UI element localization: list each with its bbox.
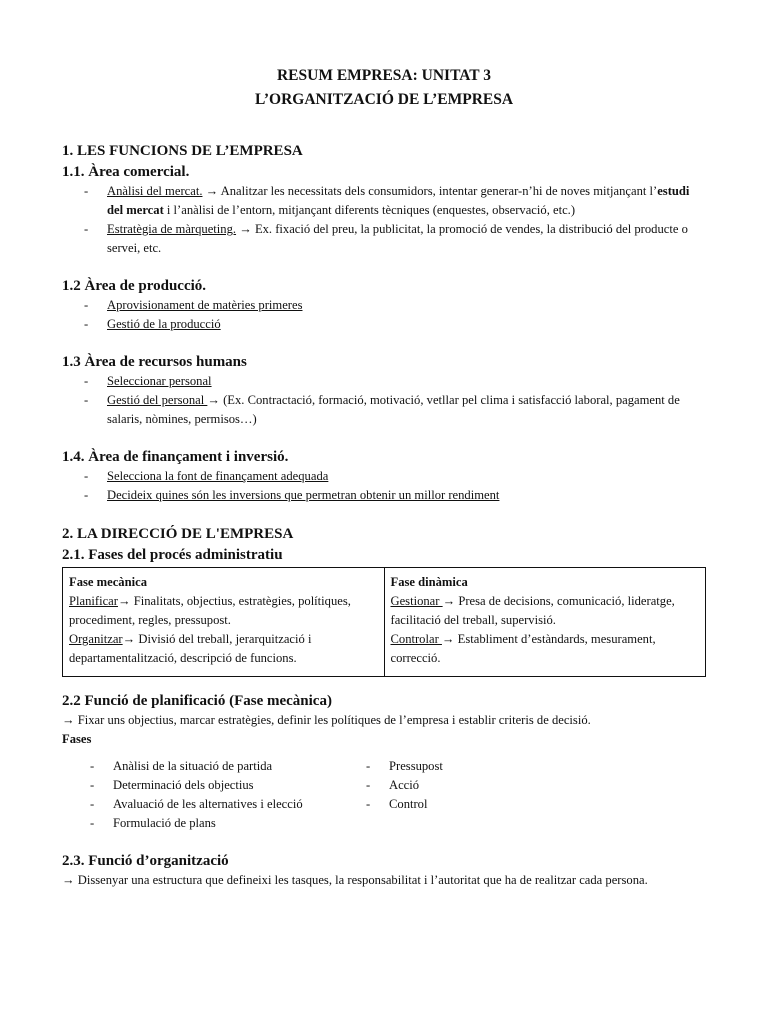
- section-1-1-list: [62, 182, 706, 258]
- list-item: - Avaluació de les alternatives i elecció: [90, 795, 338, 814]
- list-item: - Control: [366, 795, 538, 814]
- planificar-term: Planificar: [69, 594, 118, 608]
- fase-mecanica-cell: Fase mecànica Planificar→ Finalitats, objectius, estratègies, polítiques, procediment, regles, pressupost. Organitzar→ Divisió del treball, jerarquització i departamentalització, descripció de funcions.: [63, 568, 385, 677]
- list-item: - Estratègia de màrqueting. → Ex. fixació del preu, la publicitat, la promoció de vendes, la distribució del producte o servei, etc.: [84, 220, 706, 258]
- section-2-3-intro: → Dissenyar una estructura que defineixi les tasques, la responsabilitat i l’autoritat que ha de realitzar cada persona.: [62, 873, 648, 887]
- organitzar-term: Organitzar: [69, 632, 123, 646]
- gestionar-term: Gestionar: [390, 594, 443, 608]
- title-line-2: L’ORGANITZACIÓ DE L’EMPRESA: [254, 91, 514, 108]
- section-1-4-heading: 1.4. Àrea de finançament i inversió.: [62, 449, 289, 465]
- list-item: - Anàlisi del mercat. → Analitzar les necessitats dels consumidors, intentar generar-n’hi de noves mitjançant l’estudi del mercat i l’anàlisi de l’entorn, mitjançant diferents tècniques (enquestes, observació, etc.): [84, 182, 706, 220]
- section-2-2-intro: → Fixar uns objectius, marcar estratègies, definir les polítiques de l’empresa i establir criteris de decisió.: [62, 713, 591, 727]
- list-item: - Seleccionar personal: [84, 372, 706, 391]
- estrategia-marqueting-term: Estratègia de màrqueting.: [107, 222, 237, 236]
- phases-table: [62, 567, 706, 677]
- list-item: - Anàlisi de la situació de partida: [90, 757, 338, 776]
- list-item: - Gestió de la producció: [84, 315, 706, 334]
- list-item: - Selecciona la font de finançament adequada: [84, 467, 706, 486]
- fase-dinamica-cell: Fase dinàmica Gestionar → Presa de decisions, comunicació, lideratge, facilitació del treball, supervisió. Controlar → Establiment d’estàndards, mesurament, correcció.: [384, 568, 706, 677]
- fases-list-1: [62, 757, 338, 833]
- list-item: - Decideix quines són les inversions que permetran obtenir un millor rendiment: [84, 486, 706, 505]
- list-item: - Determinació dels objectius: [90, 776, 338, 795]
- fases-list-2: [338, 757, 538, 814]
- section-2-heading: 2. LA DIRECCIÓ DE L'EMPRESA: [62, 526, 294, 542]
- document-title: [62, 64, 706, 112]
- section-1-3-heading: 1.3 Àrea de recursos humans: [62, 354, 247, 370]
- list-item: - Aprovisionament de matèries primeres: [84, 296, 706, 315]
- section-1-2-heading: 1.2 Àrea de producció.: [62, 278, 207, 294]
- title-line-1: RESUM EMPRESA: UNITAT 3: [276, 67, 491, 84]
- fases-columns: [62, 757, 706, 833]
- section-1-4-list: [62, 467, 706, 505]
- list-item: - Formulació de plans: [90, 814, 338, 833]
- analisi-mercat-term: Anàlisi del mercat.: [107, 184, 203, 198]
- section-1-heading: 1. LES FUNCIONS DE L’EMPRESA: [62, 143, 303, 159]
- fase-dinamica-title: Fase dinàmica: [390, 575, 468, 589]
- controlar-term: Controlar: [390, 632, 442, 646]
- section-2-3-heading: 2.3. Funció d’organització: [62, 853, 229, 869]
- section-1-2-list: [62, 296, 706, 334]
- section-1-3-list: [62, 372, 706, 429]
- section-1-1-heading: 1.1. Àrea comercial.: [62, 164, 190, 180]
- section-2-1-heading: 2.1. Fases del procés administratiu: [62, 547, 283, 563]
- list-item: - Acció: [366, 776, 538, 795]
- list-item: - Pressupost: [366, 757, 538, 776]
- section-2-2-heading: 2.2 Funció de planificació (Fase mecànica): [62, 693, 332, 709]
- fases-label: Fases: [62, 732, 92, 746]
- list-item: - Gestió del personal → (Ex. Contractació, formació, motivació, vetllar pel clima i satisfacció laboral, pagament de salaris, nòmines, permisos…): [84, 391, 706, 429]
- fase-mecanica-title: Fase mecànica: [69, 575, 147, 589]
